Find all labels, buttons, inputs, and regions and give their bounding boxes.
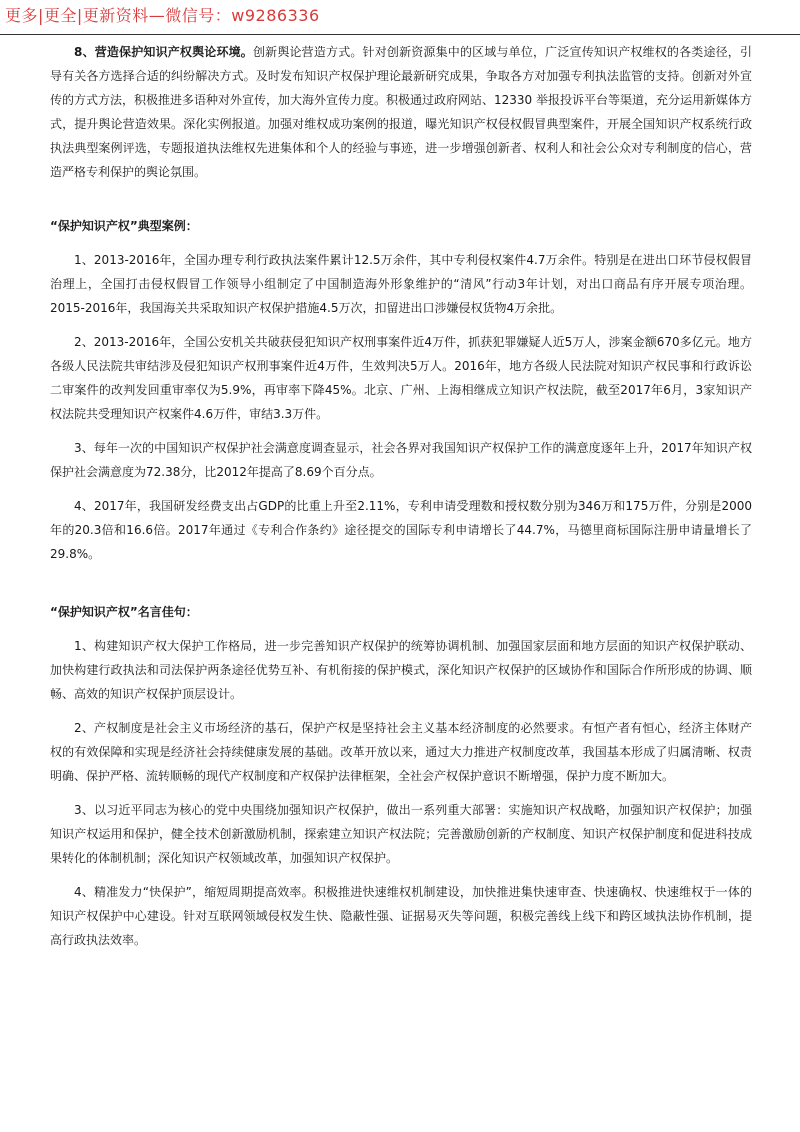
intro-body: 创新舆论营造方式。针对创新资源集中的区域与单位，广泛宣传知识产权维权的各类途径，引导有关各方选择合适的纠纷解决方式。及时发布知识产权保护理论最新研究成果，争取各方对加强专利执法监管的支持。创新对外宣传的方式方法，积极推进多语种对外宣传，加大海外宣传力度。积极通过政府网站、12330 举报投诉平台等渠道，充分运用新媒体方式，提升舆论营造效果。深化实例报道。加强对维权成功案例的报道，曝光知识产权侵权假冒典型案件，开展全国知识产权系统行政执法典型案例评选，专题报道执法维权先进集体和个人的经验与事迹，进一步增强创新者、权利人和社会公众对专利制度的信心，营造严格专利保护的舆论氛围。 bbox=[50, 45, 752, 179]
top-banner-bar bbox=[0, 0, 800, 35]
wechat-banner: 更多|更全|更新资料—微信号：w9286336 bbox=[5, 6, 320, 25]
section-spacer bbox=[50, 566, 752, 600]
case-item-3: 3、每年一次的中国知识产权保护社会满意度调查显示，社会各界对我国知识产权保护工作的满意度逐年上升，2017年知识产权保护社会满意度为72.38分，比2012年提高了8.69个百分点。 bbox=[50, 441, 752, 479]
quotes-heading: “保护知识产权”名言佳句： bbox=[50, 605, 198, 619]
section-spacer bbox=[50, 184, 752, 214]
quote-item-1: 1、构建知识产权大保护工作格局，进一步完善知识产权保护的统筹协调机制、加强国家层面和地方层面的知识产权保护联动、加快构建行政执法和司法保护两条途径优势互补、有机衔接的保护模式，深化知识产权保护的区域协作和国际合作所形成的协调、顺畅、高效的知识产权保护顶层设计。 bbox=[50, 639, 752, 701]
quote-item-4: 4、精准发力“快保护”，缩短周期提高效率。积极推进快速维权机制建设，加快推进集快速审查、快速确权、快速维权于一体的知识产权保护中心建设。针对互联网领域侵权发生快、隐蔽性强、证据易灭失等问题，积极完善线上线下和跨区域执法协作机制，提高行政执法效率。 bbox=[50, 885, 752, 947]
case-item-4: 4、2017年，我国研发经费支出占GDP的比重上升至2.11%，专利申请受理数和授权数分别为346万和175万件，分别是2000年的20.3倍和16.6倍。2017年通过《专利合作条约》途径提交的国际专利申请增长了44.7%，马德里商标国际注册申请量增长了29.8%。 bbox=[50, 499, 752, 561]
quote-item-2: 2、产权制度是社会主义市场经济的基石，保护产权是坚持社会主义基本经济制度的必然要求。有恒产者有恒心，经济主体财产权的有效保障和实现是经济社会持续健康发展的基础。改革开放以来，通过大力推进产权制度改革，我国基本形成了归属清晰、权责明确、保护严格、流转顺畅的现代产权制度和产权保护法律框架，全社会产权保护意识不断增强，保护力度不断加大。 bbox=[50, 721, 752, 783]
case-item-2: 2、2013-2016年，全国公安机关共破获侵犯知识产权刑事案件近4万件，抓获犯罪嫌疑人近5万人，涉案金额670多亿元。地方各级人民法院共审结涉及侵犯知识产权刑事案件近4万件，生效判决5万人。2016年，地方各级人民法院对知识产权民事和行政诉讼二审案件的改判发回重审率仅为5.9%，再审率下降45%。北京、广州、上海相继成立知识产权法院，截至2017年6月，3家知识产权法院共受理知识产权案件4.6万件，审结3.3万件。 bbox=[50, 335, 752, 421]
cases-heading: “保护知识产权”典型案例： bbox=[50, 219, 198, 233]
quote-item-3: 3、以习近平同志为核心的党中央围绕加强知识产权保护，做出一系列重大部署：实施知识产权战略，加强知识产权保护；加强知识产权运用和保护，健全技术创新激励机制，探索建立知识产权法院；完善激励创新的产权制度、知识产权保护制度和促进科技成果转化的体制机制；深化知识产权领域改革，加强知识产权保护。 bbox=[50, 803, 752, 865]
document-body bbox=[50, 40, 752, 962]
case-item-1: 1、2013-2016年，全国办理专利行政执法案件累计12.5万余件，其中专利侵权案件4.7万余件。特别是在进出口环节侵权假冒治理上，全国打击侵权假冒工作领导小组制定了中国制造海外形象维护的“清风”行动3年计划，对出口商品有序开展专项治理。2015-2016年，我国海关共采取知识产权保护措施4.5万次，扣留进出口涉嫌侵权货物4万余批。 bbox=[50, 253, 752, 315]
intro-paragraph bbox=[50, 40, 752, 184]
intro-lead: 8、营造保护知识产权舆论环境。 bbox=[74, 45, 253, 59]
